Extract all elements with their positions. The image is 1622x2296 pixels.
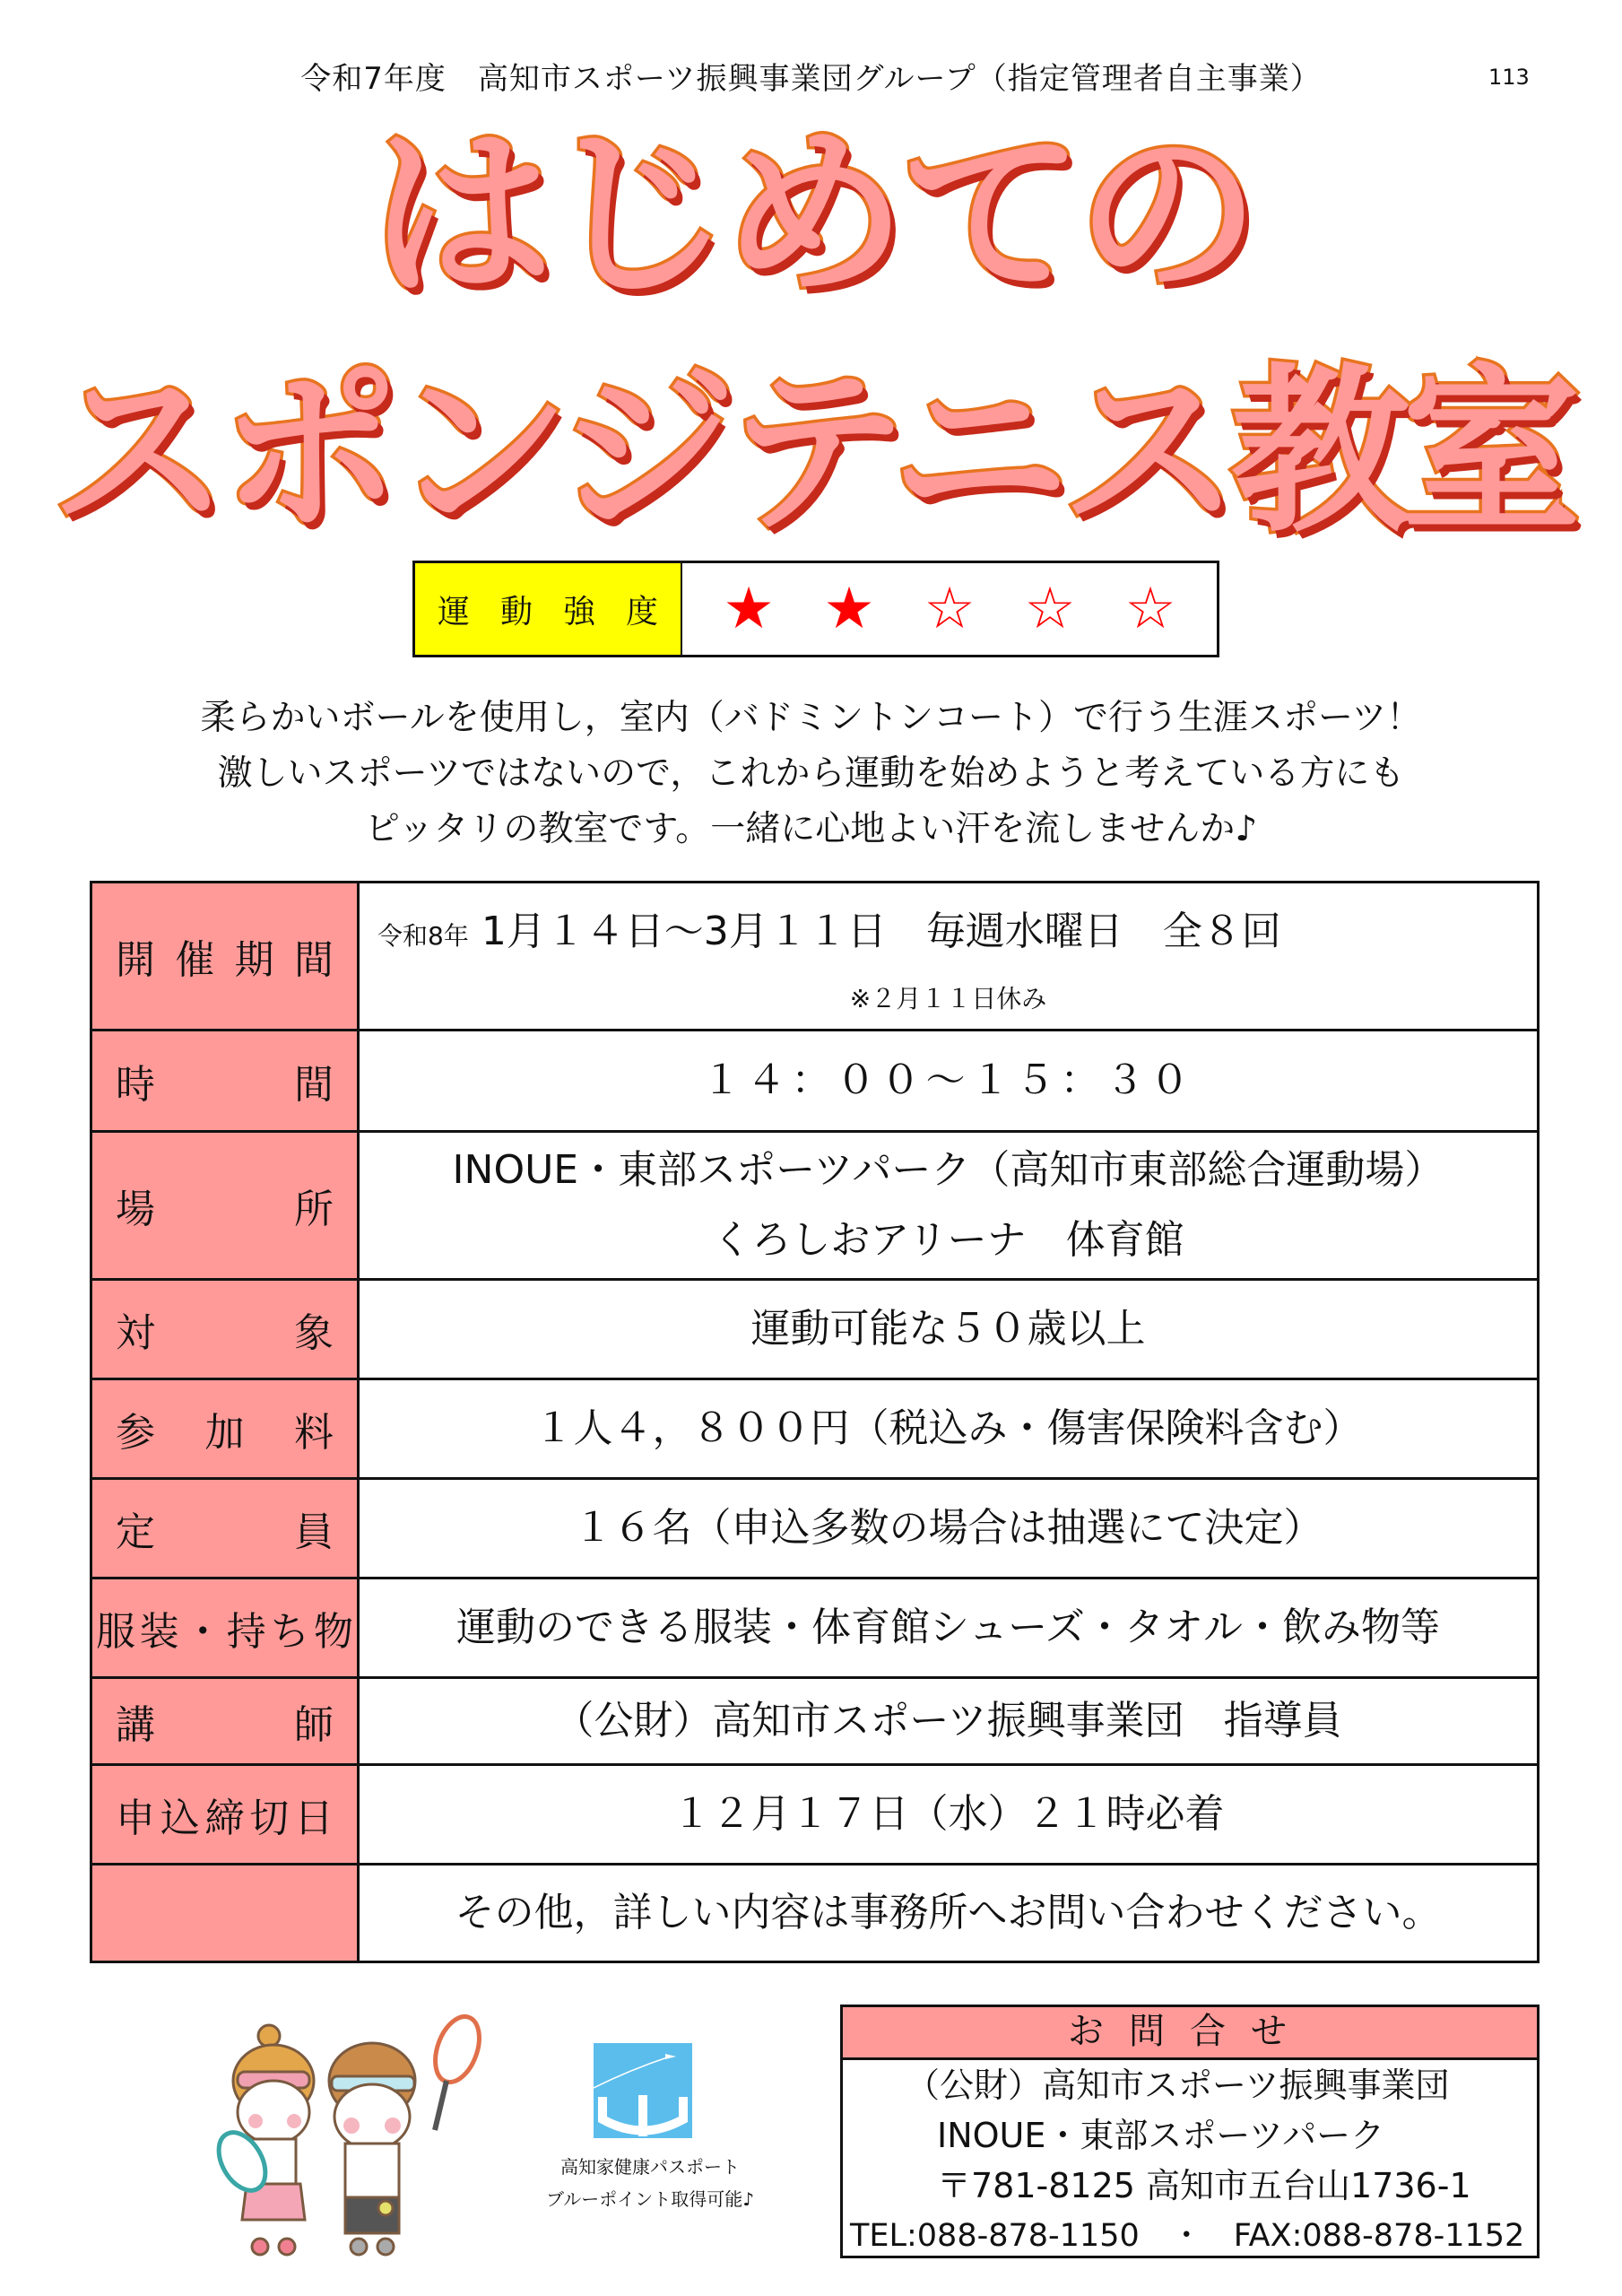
row-label [92,1866,360,1961]
description [0,691,1622,857]
row-value: １４：００～１５：３０ [701,1057,1195,1103]
row-label: 講 師 [92,1679,360,1763]
row-label: 開 催 期 間 [92,883,360,1029]
venue-line-1: INOUE・東部スポーツパーク（高知市東部総合運動場） [452,1147,1444,1193]
table-row [92,1477,1537,1577]
row-label: 服装・持ち物 [92,1579,360,1676]
intensity-label: 運動強度 [437,593,689,631]
table-row [92,1029,1537,1130]
star-filled-icon: ★ [723,576,775,642]
title-line-2: スポンジテニス教室 [49,348,1572,557]
row-label: 対 象 [92,1281,360,1378]
tennis-kids-illustration [215,2009,502,2260]
star-empty-icon: ☆ [1024,576,1076,642]
row-label: 申込締切日 [92,1766,360,1863]
star-empty-icon: ☆ [924,576,976,642]
table-row [92,1577,1537,1676]
row-label: 場 所 [92,1133,360,1278]
title-line-1: はじめての [369,109,1253,322]
table-row [92,1763,1537,1863]
era-prefix: 令和8年 [377,920,469,951]
row-value [360,1133,1537,1278]
row-label: 定 員 [92,1480,360,1577]
row-value: １人４，８００円（税込み・傷害保険料含む） [533,1405,1363,1451]
row-label: 時 間 [92,1031,360,1130]
row-value: 運動可能な５０歳以上 [750,1306,1146,1352]
passport-caption-line-1: 高知家健康パスポート [560,2156,740,2178]
table-row [92,1863,1537,1961]
venue-line-2: くろしおアリーナ 体育館 [712,1217,1184,1263]
contact-box [840,2005,1540,2258]
passport-caption-line-2: ブルーポイント取得可能♪ [546,2188,754,2210]
description-line: ピッタリの教室です。一緒に心地よい汗を流しませんか♪ [364,809,1258,849]
table-row [92,1278,1537,1378]
contact-facility: INOUE・東部スポーツパーク [937,2116,1385,2155]
row-value: 運動のできる服装・体育館シューズ・タオル・飲み物等 [456,1605,1440,1650]
star-rating [682,563,1217,655]
contact-address: 〒781-8125 高知市五台山1736-1 [937,2166,1471,2205]
date-range: 1月１４日～3月１１日 毎週水曜日 全８回 [468,908,1281,954]
header-text: 令和7年度 高知市スポーツ振興事業団グループ（指定管理者自主事業） [300,61,1322,97]
intensity-label-cell [415,563,689,655]
contact-phone: TEL:088-878-1150 ・ FAX:088-878-1152 [850,2218,1525,2254]
row-value [360,883,1537,1029]
row-value: （公財）高知市スポーツ振興事業団 指導員 [554,1698,1342,1744]
row-label: 参 加 料 [92,1380,360,1477]
holiday-note: ※２月１１日休み [849,983,1047,1013]
table-row [92,1378,1537,1477]
table-row [92,883,1537,1029]
intensity-rating [412,561,1219,657]
contact-org: （公財）高知市スポーツ振興事業団 [906,2066,1450,2105]
table-row [92,1130,1537,1278]
star-filled-icon: ★ [823,576,875,642]
passport-caption [520,2151,780,2215]
description-line: 柔らかいボールを使用し，室内（バドミントンコート）で行う生涯スポーツ！ [200,698,1422,738]
health-passport-logo [594,2043,692,2138]
star-empty-icon: ☆ [1124,576,1176,642]
row-value: １２月１７日（水）２１時必着 [672,1791,1225,1837]
table-row [92,1676,1537,1763]
contact-heading: お問合せ [843,2007,1537,2060]
row-value: その他，詳しい内容は事務所へお問い合わせください。 [455,1890,1442,1935]
page-number: 113 [1488,65,1530,90]
info-table [90,881,1540,1963]
description-line: 激しいスポーツではないので，これから運動を始めようと考えている方にも [217,753,1405,794]
row-value: １６名（申込多数の場合は抽選にて決定） [573,1505,1323,1551]
